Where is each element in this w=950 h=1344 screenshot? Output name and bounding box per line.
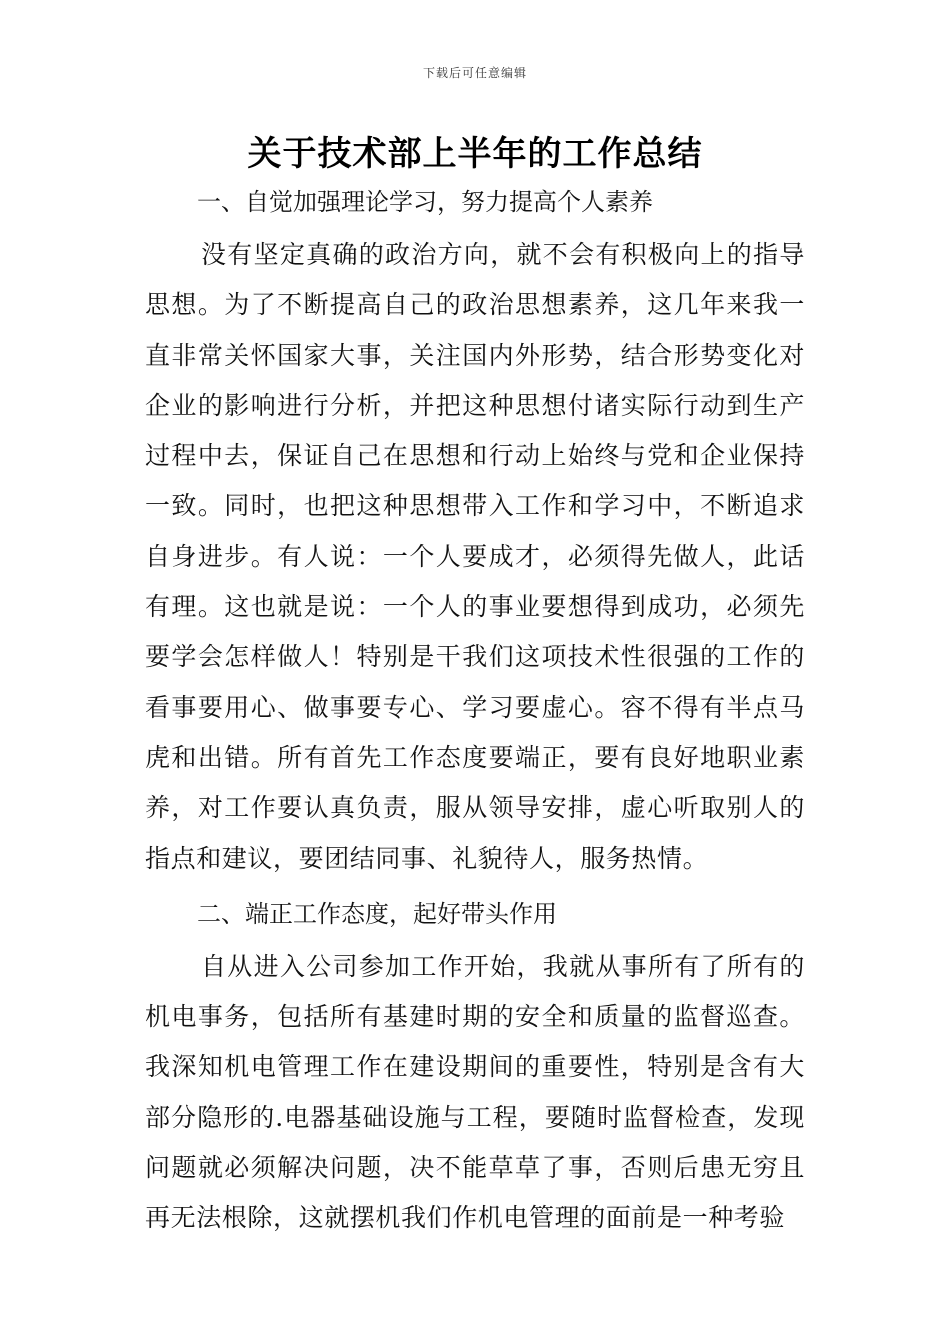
section-heading-2: 二、端正工作态度，起好带头作用	[197, 899, 557, 928]
header-note: 下载后可任意编辑	[422, 66, 527, 80]
section-heading-1: 一、自觉加强理论学习，努力提高个人素养	[197, 188, 653, 216]
document-body	[145, 178, 805, 1244]
document-title: 关于技术部上半年的工作总结	[247, 134, 703, 174]
section-paragraph-1: 没有坚定真确的政治方向，就不会有积极向上的指导思想。为了不断提高自己的政治思想素养，这几年来我一直非常关怀国家大事，关注国内外形势，结合形势变化对企业的影响进行分析，并把这种思想付诸实际行动到生产过程中去，保证自己在思想和行动上始终与党和企业保持一致。同时，也把这种思想带入工作和学习中，不断追求自身进步。有人说：一个人要成才，必须得先做人，此话有理。这也就是说：一个人的事业要想得到成功，必须先要学会怎样做人！特别是干我们这项技术性很强的工作的看事要用心、做事要专心、学习要虚心。容不得有半点马虎和出错。所有首先工作态度要端正，要有良好地职业素养，对工作要认真负责，服从领导安排，虚心听取别人的指点和建议，要团结同事、礼貌待人，服务热情。	[145, 240, 805, 873]
section-paragraph-2: 自从进入公司参加工作开始，我就从事所有了所有的机电事务，包括所有基建时期的安全和质量的监督巡查。我深知机电管理工作在建设期间的重要性，特别是含有大部分隐形的.电器基础设施与工程，要随时监督检查，发现问题就必须解决问题，决不能草草了事，否则后患无穷且再无法根除，这就摆机我们作机电管理的面前是一种考验	[145, 951, 805, 1233]
